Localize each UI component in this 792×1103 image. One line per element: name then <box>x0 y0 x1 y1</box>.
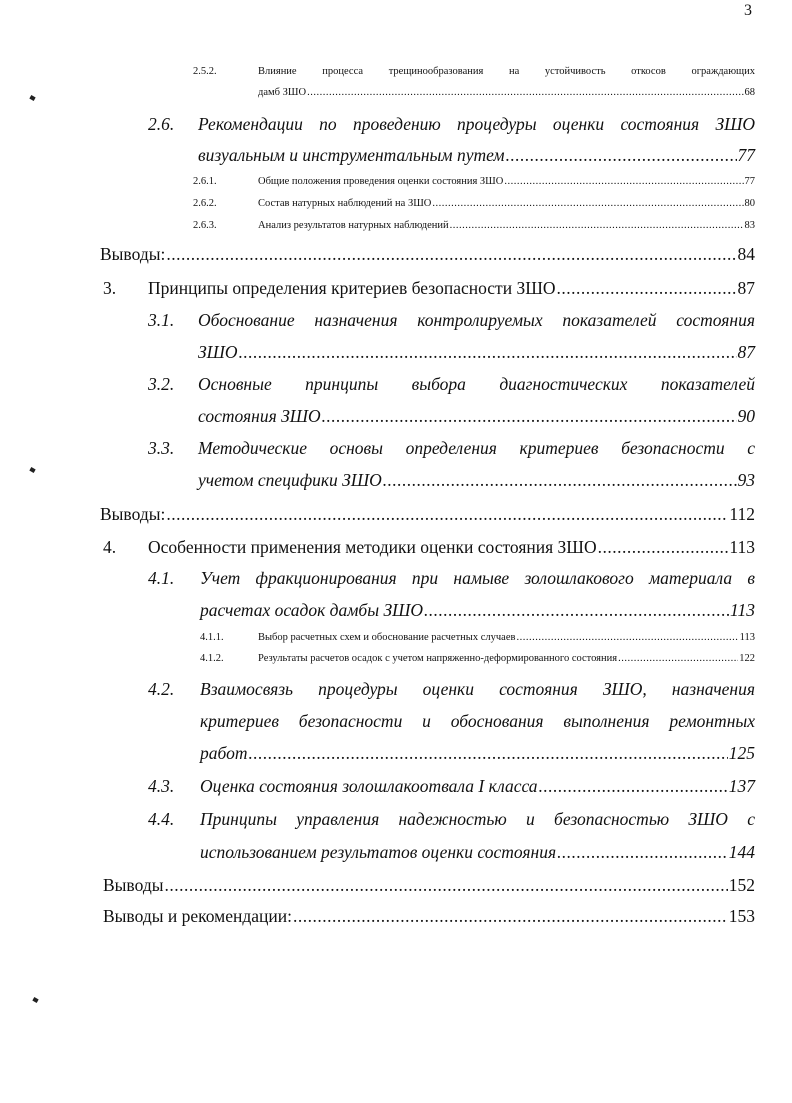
entry-number: 4.4. <box>148 809 175 829</box>
toc-entry-4-1-1[interactable] <box>200 631 755 645</box>
dot-leader <box>504 175 743 189</box>
entry-number: 2.6.1. <box>193 176 217 187</box>
dot-leader <box>164 874 727 896</box>
entry-page: 84 <box>737 244 755 264</box>
toc-entry-2-6-3[interactable] <box>193 219 755 233</box>
entry-number: 2.6.3. <box>193 220 217 231</box>
entry-page: 113 <box>729 537 755 557</box>
dot-leader <box>539 775 728 797</box>
entry-page: 80 <box>744 198 755 209</box>
entry-title-line: расчетах осадок дамбы ЗШО <box>200 600 423 620</box>
entry-page: 93 <box>737 470 755 490</box>
dot-leader <box>307 86 743 100</box>
entry-title-line: учетом специфики ЗШО <box>198 470 382 490</box>
entry-title: Выводы <box>103 875 164 895</box>
entry-page: 125 <box>728 743 755 763</box>
toc-entry-conclusions-3[interactable] <box>100 503 755 525</box>
entry-title: Выводы: <box>100 244 166 264</box>
entry-number: 3.1. <box>148 310 175 330</box>
dot-leader <box>166 243 736 265</box>
entry-page: 113 <box>739 632 755 643</box>
entry-number: 4. <box>103 537 117 557</box>
entry-page: 87 <box>737 278 755 298</box>
entry-page: 122 <box>739 653 755 664</box>
entry-number: 2.5.2. <box>193 66 217 77</box>
entry-page: 113 <box>730 600 755 620</box>
dot-leader <box>322 405 737 427</box>
entry-title-line: состояния ЗШО <box>198 406 321 426</box>
entry-number: 4.2. <box>148 679 175 699</box>
entry-title: Выводы и рекомендации: <box>103 906 292 926</box>
entry-page: 83 <box>744 220 755 231</box>
entry-number: 4.1. <box>148 568 175 588</box>
page-number: 3 <box>744 2 752 19</box>
dot-leader <box>424 599 729 621</box>
entry-title-line: дамб ЗШО <box>258 87 307 98</box>
entry-title: Особенности применения методики оценки состояния ЗШО <box>148 537 597 557</box>
entry-page: 77 <box>744 176 755 187</box>
toc-entry-2-6-2[interactable] <box>193 197 755 211</box>
entry-page: 77 <box>737 145 755 165</box>
toc-entry-conclusions-2[interactable] <box>100 243 755 265</box>
entry-number: 3.2. <box>148 374 175 394</box>
dot-leader <box>166 503 728 525</box>
toc-entry-conclusions-recommendations[interactable] <box>103 905 755 927</box>
entry-page: 153 <box>728 906 755 926</box>
entry-title-line: использованием результатов оценки состояния <box>200 842 557 862</box>
entry-title-line: работ <box>200 743 248 763</box>
dot-leader <box>516 631 738 645</box>
toc-entry-2-6-1[interactable] <box>193 175 755 189</box>
entry-title: Анализ результатов натурных наблюдений <box>258 220 449 231</box>
entry-title-line: Влияние процесса трещинообразования на устойчивость откосов ограждающих <box>258 66 755 77</box>
entry-title-line: критериев безопасности и обоснования выполнения ремонтных <box>200 711 755 731</box>
entry-title-line: визуальным и инструментальным путем <box>198 145 505 165</box>
dot-leader <box>248 742 727 764</box>
toc-entry-conclusions-4[interactable] <box>103 874 755 896</box>
toc-entry-4[interactable] <box>103 536 755 558</box>
dot-leader <box>432 197 743 211</box>
entry-title-line: Принципы управления надежностью и безопасностью ЗШО с <box>200 809 755 829</box>
dot-leader <box>450 219 744 233</box>
entry-title-line: ЗШО <box>198 342 238 362</box>
entry-title: Оценка состояния золошлакоотвала I класса <box>200 776 538 796</box>
entry-title-line: Обоснование назначения контролируемых показателей состояния <box>198 310 755 330</box>
entry-number: 3.3. <box>148 438 175 458</box>
dot-leader <box>557 841 728 863</box>
scan-mark <box>29 95 35 101</box>
entry-page: 152 <box>728 875 755 895</box>
entry-page: 144 <box>728 842 755 862</box>
entry-title-line: Рекомендации по проведению процедуры оценки состояния ЗШО <box>198 114 755 134</box>
entry-number: 3. <box>103 278 117 298</box>
entry-page: 112 <box>729 504 755 524</box>
entry-title-line: Методические основы определения критериев безопасности с <box>198 438 755 458</box>
entry-page: 90 <box>737 406 755 426</box>
entry-title: Принципы определения критериев безопасности ЗШО <box>148 278 556 298</box>
entry-page: 68 <box>744 87 755 98</box>
entry-number: 2.6. <box>148 114 175 134</box>
entry-page: 137 <box>728 776 755 796</box>
entry-title: Выбор расчетных схем и обоснование расчетных случаев <box>258 632 516 643</box>
entry-title-line: Учет фракционирования при намыве золошлакового материала в <box>200 568 755 588</box>
scan-mark <box>29 467 35 473</box>
dot-leader <box>506 144 737 166</box>
entry-title: Выводы: <box>100 504 166 524</box>
dot-leader <box>618 652 738 666</box>
entry-page: 87 <box>737 342 755 362</box>
entry-number: 4.1.2. <box>200 653 224 664</box>
toc-entry-4-3[interactable] <box>148 775 755 797</box>
entry-number: 2.6.2. <box>193 198 217 209</box>
entry-number: 4.3. <box>148 776 175 796</box>
toc-entry-4-1-2[interactable] <box>200 652 755 666</box>
dot-leader <box>557 277 737 299</box>
entry-title: Общие положения проведения оценки состояния ЗШО <box>258 176 504 187</box>
dot-leader <box>383 469 737 491</box>
entry-number: 4.1.1. <box>200 632 224 643</box>
dot-leader <box>293 905 728 927</box>
entry-title-line: Основные принципы выбора диагностических показателей <box>198 374 755 394</box>
entry-title-line: Взаимосвязь процедуры оценки состояния ЗШО, назначения <box>200 679 755 699</box>
scan-mark <box>32 997 38 1003</box>
dot-leader <box>598 536 729 558</box>
entry-title: Состав натурных наблюдений на ЗШО <box>258 198 432 209</box>
dot-leader <box>239 341 737 363</box>
toc-entry-3[interactable] <box>103 277 755 299</box>
entry-title: Результаты расчетов осадок с учетом напряженно-деформированного состояния <box>258 653 618 664</box>
